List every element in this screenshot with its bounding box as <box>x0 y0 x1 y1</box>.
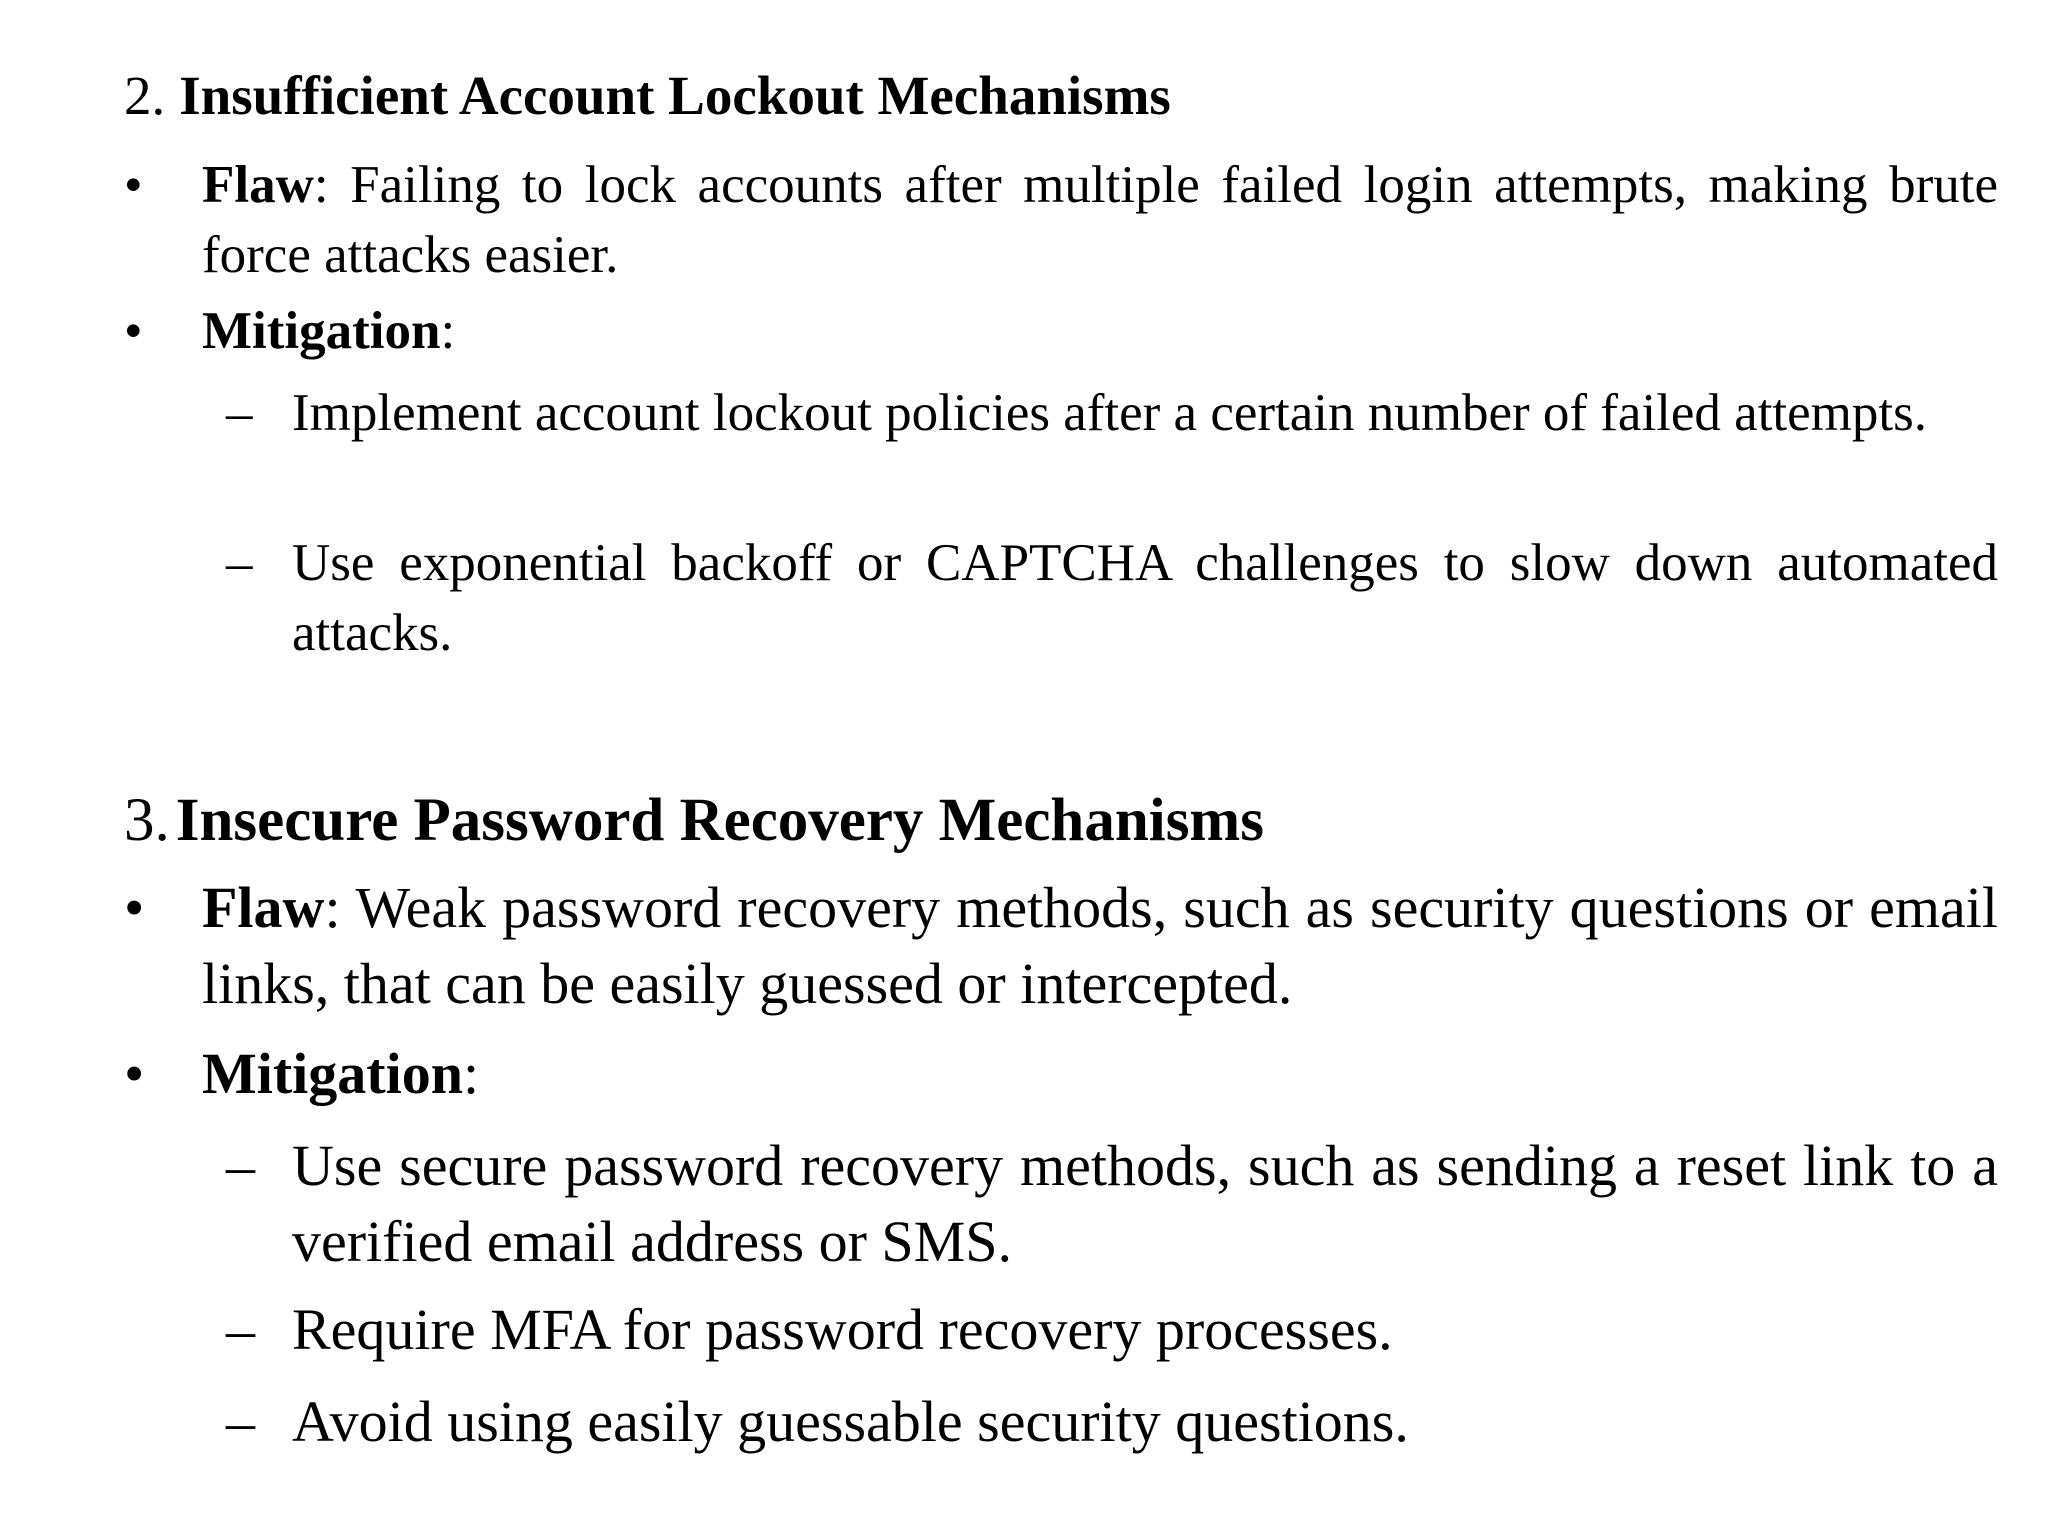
mitigation-subitem-text: Use exponential backoff or CAPTCHA challenges to slow down automated attacks. <box>292 534 1998 662</box>
mitigation-heading <box>202 1036 1998 1112</box>
mitigation-subitem-text: Require MFA for password recovery processes. <box>292 1297 1393 1362</box>
flaw-text-block <box>202 150 1998 290</box>
bullet-icon: • <box>124 875 145 940</box>
dash-icon: – <box>226 1133 255 1198</box>
mitigation-suffix: : <box>462 1041 480 1106</box>
flaw-label: Flaw <box>202 875 325 940</box>
section-number: 3. <box>124 787 170 854</box>
dash-icon: – <box>226 1297 255 1362</box>
bullet-icon: • <box>124 156 143 214</box>
flaw-text: : Failing to lock accounts after multiple failed login attempts, making brute force attacks easier. <box>202 156 1998 284</box>
mitigation-label: Mitigation <box>202 1041 463 1106</box>
dash-icon: – <box>226 534 253 592</box>
dash-icon: – <box>226 1389 255 1454</box>
mitigation-suffix: : <box>440 302 456 360</box>
mitigation-subitem-text: Implement account lockout policies after a certain number of failed attempts. <box>292 384 1928 442</box>
mitigation-subitem-text: Use secure password recovery methods, such as sending a reset link to a verified email address or SMS. <box>292 1133 1998 1274</box>
section-title: Insecure Password Recovery Mechanisms <box>175 787 1264 854</box>
mitigation-subitem-text: Avoid using easily guessable security questions. <box>292 1389 1409 1454</box>
mitigation-heading <box>202 296 1998 366</box>
section-heading <box>124 787 1264 854</box>
flaw-text-block <box>202 870 1998 1022</box>
flaw-text: : Weak password recovery methods, such as security questions or email links, that can be easily guessed or intercepted. <box>202 875 1998 1016</box>
flaw-label: Flaw <box>202 156 314 214</box>
bullet-icon: • <box>124 1041 145 1106</box>
bullet-icon: • <box>124 302 143 360</box>
dash-icon: – <box>226 384 253 442</box>
section-title: Insufficient Account Lockout Mechanisms <box>179 65 1171 126</box>
section-number: 2. <box>124 65 166 126</box>
section-heading <box>124 65 1171 126</box>
mitigation-label: Mitigation <box>202 302 441 360</box>
